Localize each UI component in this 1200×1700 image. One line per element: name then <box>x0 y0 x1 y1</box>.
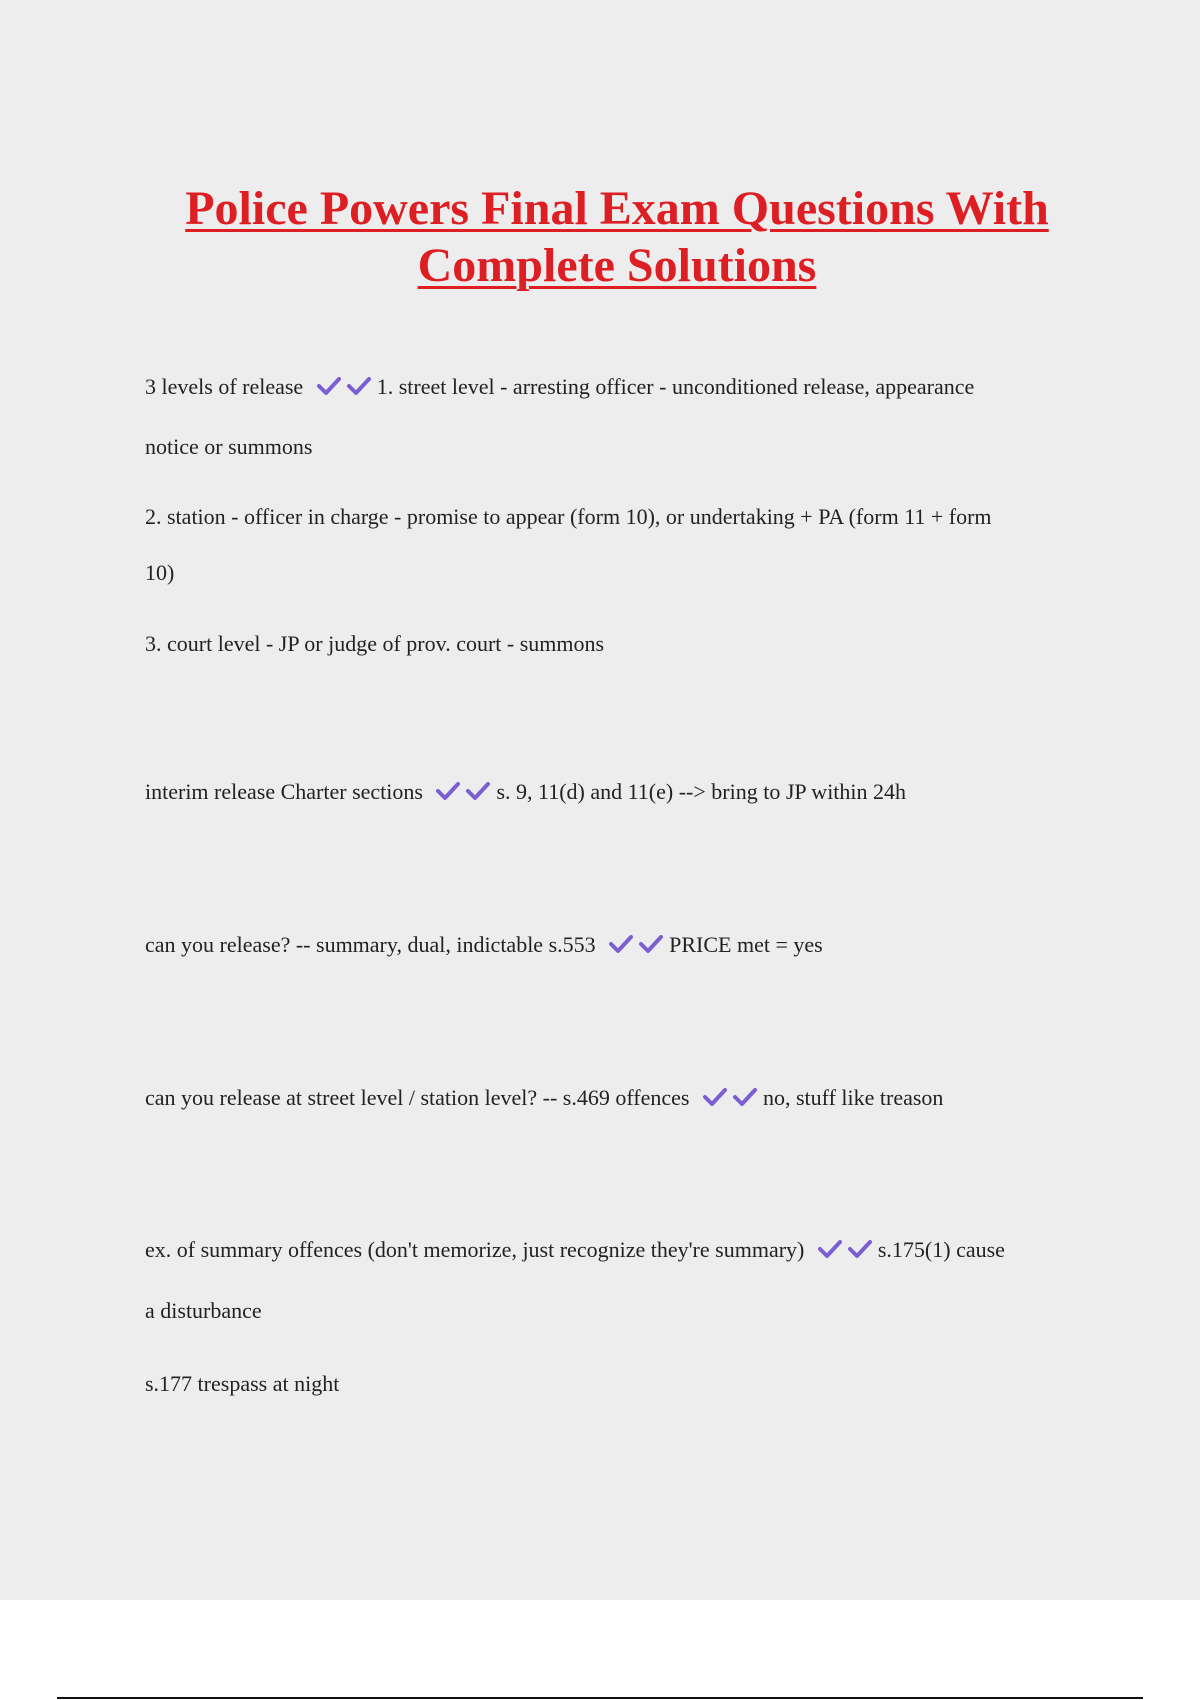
question-text: ex. of summary offences (don't memorize, just recognize they're summary) <box>145 1237 805 1262</box>
check-icon <box>317 375 341 397</box>
answer-text: no, stuff like treason <box>762 1085 944 1110</box>
answer-text: s. 9, 11(d) and 11(e) --> bring to JP within 24h <box>496 779 907 804</box>
check-icon <box>703 1086 727 1108</box>
qa-line-levels-of-release <box>145 372 974 402</box>
check-icon <box>818 1238 842 1260</box>
qa-line-can-you-release <box>145 930 823 960</box>
title-line-1: Police Powers Final Exam Questions With <box>185 182 1049 235</box>
check-icon <box>609 933 633 955</box>
question-text: interim release Charter sections <box>145 779 423 804</box>
check-icon <box>436 780 460 802</box>
answer-text: s.175(1) cause <box>877 1237 1005 1262</box>
title-line-2: Complete Solutions <box>417 239 817 292</box>
question-text: can you release at street level / station level? -- s.469 offences <box>145 1085 690 1110</box>
answer-continuation: a disturbance <box>145 1298 262 1323</box>
qa-line-interim-release <box>145 777 906 807</box>
qa-line-summary-offences <box>145 1235 1005 1265</box>
answer-continuation: 2. station - officer in charge - promise to appear (form 10), or undertaking + PA (form 11 + form <box>145 504 992 529</box>
check-icon <box>347 375 371 397</box>
check-icon <box>848 1238 872 1260</box>
answer-text: PRICE met = yes <box>669 932 823 957</box>
answer-text: 1. street level - arresting officer - unconditioned release, appearance <box>376 374 975 399</box>
question-text: can you release? -- summary, dual, indictable s.553 <box>145 932 596 957</box>
check-icon <box>466 780 490 802</box>
answer-continuation: notice or summons <box>145 434 313 459</box>
qa-line-street-station-release <box>145 1083 943 1113</box>
question-text: 3 levels of release <box>145 374 304 399</box>
answer-continuation: 10) <box>145 560 175 585</box>
answer-continuation: 3. court level - JP or judge of prov. court - summons <box>145 631 605 656</box>
document-title <box>0 180 1200 294</box>
check-icon <box>733 1086 757 1108</box>
answer-continuation: s.177 trespass at night <box>145 1371 340 1396</box>
check-icon <box>639 933 663 955</box>
footer-divider <box>57 1697 1143 1699</box>
